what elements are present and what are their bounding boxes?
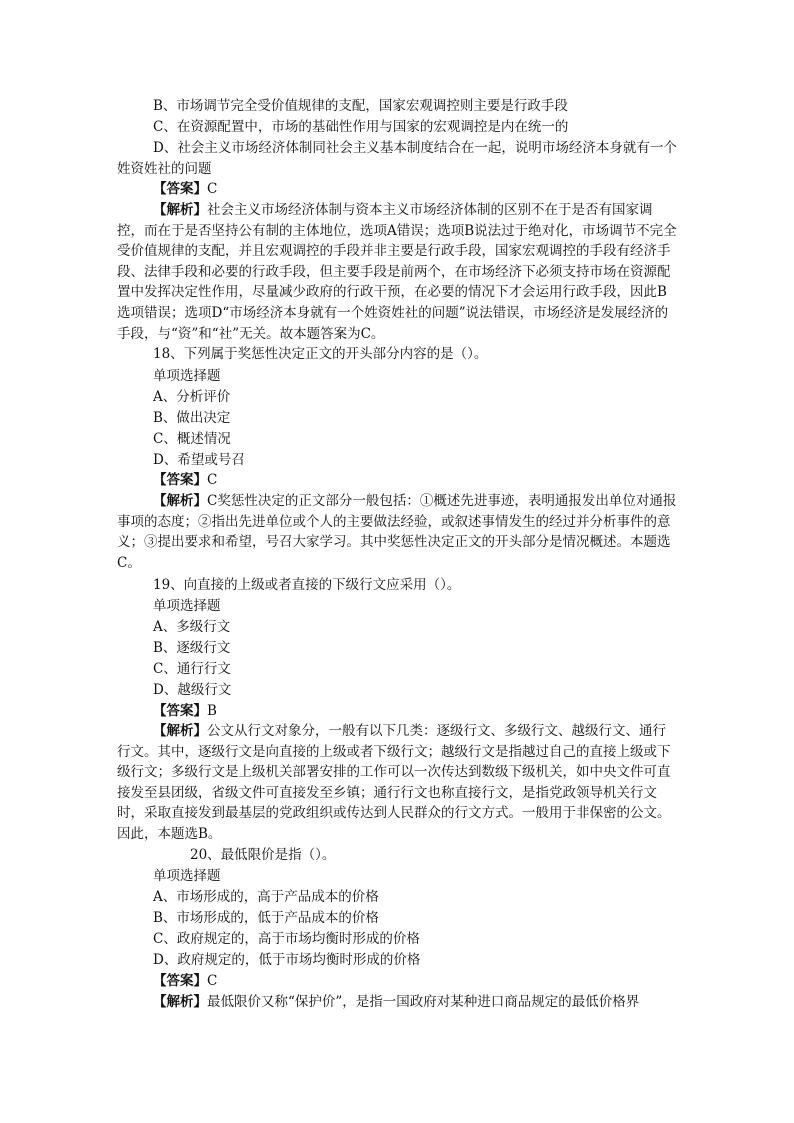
q19-option-a: A、多级行文 xyxy=(153,619,231,635)
answer-label: 【答案】 xyxy=(153,472,207,488)
q18-option-a: A、分析评价 xyxy=(153,389,231,405)
q19-option-c: C、通行行文 xyxy=(153,661,231,677)
analysis-text: 最低限价又称“保护价”，是指一国政府对某种进口商品规定的最低价格界 xyxy=(207,994,640,1010)
q17-option-d: D、社会主义市场经济体制同社会主义基本制度结合在一起，说明市场经济本身就有一个姓资姓社的问题 xyxy=(117,140,677,177)
answer-label: 【答案】 xyxy=(153,703,207,719)
q20-answer xyxy=(153,971,217,992)
analysis-label: 【解析】 xyxy=(153,723,207,739)
q18-question: 18、下列属于奖惩性决定正文的开头部分内容的是（）。 xyxy=(153,346,488,362)
q19-option-b: B、逐级行文 xyxy=(153,640,231,656)
q19-analysis xyxy=(117,721,677,845)
answer-label: 【答案】 xyxy=(153,181,207,197)
analysis-text: 社会主义市场经济体制与资本主义市场经济体制的区别不在于是否有国家调控，而在于是否坚持公有制的主体地位，选项A错误；选项B说法过于绝对化，市场调节不完全受价值规律的支配，并且宏观调控的手段并非主要是行政手段，国家宏观调控的手段有经济手段、法律手段和必要的行政手段，但主要手段是前两个，在市场经济下必须支持市场在资源配置中发挥决定性作用，尽量减少政府的行政干预，在必要的情况下才会运用行政手段，因此B选项错误；选项D“市场经济本身就有一个姓资姓社的问题”说法错误，市场经济是发展经济的手段，与“资”和“社”无关。故本题答案为C。 xyxy=(117,202,677,342)
analysis-label: 【解析】 xyxy=(153,493,207,509)
analysis-label: 【解析】 xyxy=(153,202,207,218)
q19-question: 19、向直接的上级或者直接的下级行文应采用（）。 xyxy=(153,577,461,593)
q19-type: 单项选择题 xyxy=(153,598,221,614)
q20-option-a: A、市场形成的，高于产品成本的价格 xyxy=(153,889,379,905)
q20-type: 单项选择题 xyxy=(153,868,221,884)
analysis-text: 公文从行文对象分，一般有以下几类：逐级行文、多级行文、越级行文、通行行文。其中，逐级行文是向直接的上级或者下级行文；越级行文是指越过自己的直接上级或下级行文；多级行文是上级机关部署安排的工作可以一次传达到数级下级机关，如中央文件可直接发至县团级，省级文件可直接发至乡镇；通行行文也称直接行文，是指党政领导机关行文时，采取直接发到最基层的党政组织或传达到人民群众的行文方式。一般用于非保密的公文。因此，本题选B。 xyxy=(117,723,671,842)
q18-option-d: D、希望或号召 xyxy=(153,452,245,468)
answer-label: 【答案】 xyxy=(153,973,207,989)
q17-answer xyxy=(153,179,217,200)
q20-option-d: D、政府规定的，低于市场均衡时形成的价格 xyxy=(153,952,421,968)
q20-question: 20、最低限价是指（）。 xyxy=(190,847,336,863)
q19-answer xyxy=(153,701,217,722)
q17-option-c: C、在资源配置中，市场的基础性作用与国家的宏观调控是内在统一的 xyxy=(153,119,569,135)
q17-analysis xyxy=(117,200,677,344)
analysis-text: C奖惩性决定的正文部分一般包括：①概述先进事迹，表明通报发出单位对通报事项的态度；②指出先进单位或个人的主要做法经验，或叙述事情发生的经过并分析事件的意义；③提出要求和希望，号召大家学习。其中奖惩性决定正文的开头部分是情况概述。本题选C。 xyxy=(117,493,677,571)
analysis-label: 【解析】 xyxy=(153,994,207,1010)
answer-value: C xyxy=(207,181,218,197)
q20-analysis xyxy=(153,992,639,1013)
answer-value: C xyxy=(207,472,218,488)
q18-option-c: C、概述情况 xyxy=(153,431,231,447)
q20-option-b: B、市场形成的，低于产品成本的价格 xyxy=(153,910,379,926)
q18-type: 单项选择题 xyxy=(153,368,221,384)
q17-option-b: B、市场调节完全受价值规律的支配，国家宏观调控则主要是行政手段 xyxy=(153,98,568,114)
q19-option-d: D、越级行文 xyxy=(153,682,232,698)
answer-value: C xyxy=(207,973,218,989)
q18-answer xyxy=(153,470,217,491)
q20-option-c: C、政府规定的，高于市场均衡时形成的价格 xyxy=(153,931,420,947)
answer-value: B xyxy=(207,703,217,719)
q18-analysis xyxy=(117,491,677,573)
q18-option-b: B、做出决定 xyxy=(153,410,231,426)
